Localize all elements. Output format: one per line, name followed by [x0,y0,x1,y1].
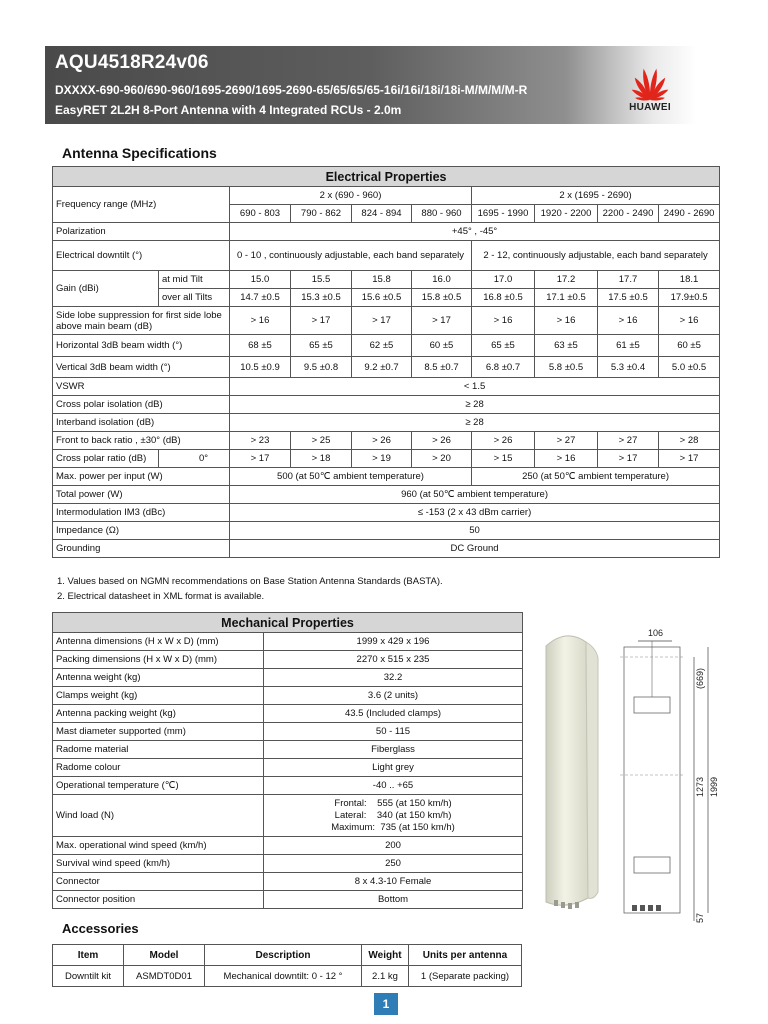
section-title-accessories: Accessories [62,921,139,936]
row-label: Radome colour [53,759,264,777]
value-cell: 14.7 ±0.5 [230,289,291,307]
value-cell: > 23 [230,432,291,450]
value-cell: 15.8 ±0.5 [412,289,472,307]
page-number: 1 [374,993,398,1015]
value-cell: 15.6 ±0.5 [352,289,412,307]
row-label: Survival wind speed (km/h) [53,855,264,873]
dim-mid-label: 1273 [695,776,705,797]
value-cell: > 26 [352,432,412,450]
row-label: VSWR [53,378,230,396]
value-cell: 16.0 [412,271,472,289]
row-label: Electrical downtilt (°) [53,241,230,271]
band-cell: 690 - 803 [230,205,291,223]
row-label: Side lobe suppression for first side lobe above main beam (dB) [53,307,230,335]
row-value: Fiberglass [264,741,523,759]
row-label: Polarization [53,223,230,241]
band-cell: 1695 - 1990 [472,205,535,223]
high-band-group: 2 x (1695 - 2690) [472,187,720,205]
electrical-properties-table [52,166,720,558]
row-label: Cross polar isolation (dB) [53,396,230,414]
table-cell: ASMDT0D01 [124,966,205,987]
row-value: 8 x 4.3-10 Female [264,873,523,891]
value-cell: 5.3 ±0.4 [598,357,659,378]
row-value: Light grey [264,759,523,777]
product-description: EasyRET 2L2H 8-Port Antenna with 4 Integrated RCUs - 2.0m [55,103,402,117]
row-label: Antenna packing weight (kg) [53,705,264,723]
value-cell: > 16 [535,307,598,335]
row-value: 200 [264,837,523,855]
value-cell: 68 ±5 [230,335,291,357]
row-label: Antenna weight (kg) [53,669,264,687]
dim-total-label: 1999 [709,776,719,797]
table-cell: 1 (Separate packing) [409,966,522,987]
row-label: Antenna dimensions (H x W x D) (mm) [53,633,264,651]
table-cell: 2.1 kg [362,966,409,987]
table-title: Electrical Properties [53,167,720,187]
value-cell: > 17 [291,307,352,335]
footnote: 1. Values based on NGMN recommendations on Base Station Antenna Standards (BASTA). [57,576,443,587]
accessories-table [52,944,522,987]
dim-bottom-label: 57 [695,912,705,923]
row-label: Impedance (Ω) [53,522,230,540]
value-cell: > 17 [598,450,659,468]
value-cell: > 20 [412,450,472,468]
column-header: Item [53,945,124,966]
row-value: 250 [264,855,523,873]
table-cell: Downtilt kit [53,966,124,987]
value-cell: 17.1 ±0.5 [535,289,598,307]
huawei-flower-icon [618,64,682,102]
band-cell: 790 - 862 [291,205,352,223]
value-cell: 8.5 ±0.7 [412,357,472,378]
value-cell: 17.9±0.5 [659,289,720,307]
value-cell: 17.5 ±0.5 [598,289,659,307]
row-value: 0 - 10 , continuously adjustable, each band separately [230,241,472,271]
value-cell: 15.0 [230,271,291,289]
row-value: 3.6 (2 units) [264,687,523,705]
row-label: Radome material [53,741,264,759]
table-row [53,966,522,987]
value-cell: 16.8 ±0.5 [472,289,535,307]
value-cell: > 15 [472,450,535,468]
value-cell: > 17 [230,450,291,468]
row-label: Max. operational wind speed (km/h) [53,837,264,855]
band-cell: 824 - 894 [352,205,412,223]
row-value: -40 .. +65 [264,777,523,795]
dim-top-label: (669) [695,667,705,689]
row-label: Mast diameter supported (mm) [53,723,264,741]
row-label: Packing dimensions (H x W x D) (mm) [53,651,264,669]
value-cell: 62 ±5 [352,335,412,357]
row-label: Clamps weight (kg) [53,687,264,705]
value-cell: > 28 [659,432,720,450]
value-cell: > 26 [412,432,472,450]
mechanical-properties-table [52,612,523,909]
table-title: Mechanical Properties [53,613,523,633]
band-cell: 1920 - 2200 [535,205,598,223]
wind-line: Lateral: 340 (at 150 km/h) [334,809,452,821]
row-value: < 1.5 [230,378,720,396]
row-label: Front to back ratio , ±30° (dB) [53,432,230,450]
value-cell: > 17 [352,307,412,335]
row-value: 1999 x 429 x 196 [264,633,523,651]
wind-load-values [264,795,523,837]
value-cell: > 26 [472,432,535,450]
column-header: Weight [362,945,409,966]
value-cell: 15.5 [291,271,352,289]
value-cell: 65 ±5 [472,335,535,357]
value-cell: > 16 [230,307,291,335]
row-label: Wind load (N) [53,795,264,837]
footnotes [57,574,443,604]
value-cell: 61 ±5 [598,335,659,357]
value-cell: 17.2 [535,271,598,289]
row-value: 50 - 115 [264,723,523,741]
value-cell: 5.0 ±0.5 [659,357,720,378]
value-cell: 10.5 ±0.9 [230,357,291,378]
band-cell: 880 - 960 [412,205,472,223]
row-value: Bottom [264,891,523,909]
value-cell: > 17 [412,307,472,335]
value-cell: 9.2 ±0.7 [352,357,412,378]
value-cell: 60 ±5 [659,335,720,357]
row-value: 250 (at 50℃ ambient temperature) [472,468,720,486]
antenna-dimension-drawing [610,625,720,925]
low-band-group: 2 x (690 - 960) [230,187,472,205]
row-label: Connector [53,873,264,891]
value-cell: > 16 [535,450,598,468]
column-header: Model [124,945,205,966]
row-value: 50 [230,522,720,540]
row-value: +45° , -45° [230,223,720,241]
footnote: 2. Electrical datasheet in XML format is available. [57,591,265,602]
value-cell: > 16 [598,307,659,335]
row-value: ≥ 28 [230,414,720,432]
column-header: Units per antenna [409,945,522,966]
value-cell: 63 ±5 [535,335,598,357]
value-cell: > 16 [472,307,535,335]
value-cell: 60 ±5 [412,335,472,357]
value-cell: > 27 [598,432,659,450]
wind-line: Maximum: 735 (at 150 km/h) [331,821,455,833]
antenna-photo [536,628,606,918]
value-cell: > 17 [659,450,720,468]
section-title-antenna-specs: Antenna Specifications [62,145,217,161]
value-cell: 6.8 ±0.7 [472,357,535,378]
row-sublabel: over all Tilts [159,289,230,307]
value-cell: 9.5 ±0.8 [291,357,352,378]
value-cell: 5.8 ±0.5 [535,357,598,378]
freq-label: Frequency range (MHz) [53,187,230,223]
band-cell: 2200 - 2490 [598,205,659,223]
value-cell: 17.0 [472,271,535,289]
row-label: Horizontal 3dB beam width (°) [53,335,230,357]
row-label: Max. power per input (W) [53,468,230,486]
value-cell: 65 ±5 [291,335,352,357]
value-cell: 15.8 [352,271,412,289]
row-label: Grounding [53,540,230,558]
product-code: DXXXX-690-960/690-960/1695-2690/1695-2690-65/65/65/65-16i/16i/18i/18i-M/M/M/M-R [55,83,528,97]
value-cell: > 18 [291,450,352,468]
value-cell: > 27 [535,432,598,450]
value-cell: > 25 [291,432,352,450]
row-value: 960 (at 50℃ ambient temperature) [230,486,720,504]
row-label: Connector position [53,891,264,909]
row-value: 32.2 [264,669,523,687]
row-sublabel: at mid Tilt [159,271,230,289]
row-label: Cross polar ratio (dB) [53,450,159,468]
row-value: 2 - 12, continuously adjustable, each band separately [472,241,720,271]
row-label: Gain (dBi) [53,271,159,307]
brand-name: HUAWEI [629,102,671,113]
huawei-logo [618,64,682,120]
row-label: Vertical 3dB beam width (°) [53,357,230,378]
row-value: ≤ -153 (2 x 43 dBm carrier) [230,504,720,522]
column-header: Description [205,945,362,966]
value-cell: > 16 [659,307,720,335]
wind-line: Frontal: 555 (at 150 km/h) [334,797,452,809]
row-label: Operational temperature (℃) [53,777,264,795]
dim-width-label: 106 [648,628,664,638]
value-cell: 15.3 ±0.5 [291,289,352,307]
value-cell: 17.7 [598,271,659,289]
row-label: Intermodulation IM3 (dBc) [53,504,230,522]
row-value: 43.5 (Included clamps) [264,705,523,723]
value-cell: 18.1 [659,271,720,289]
row-value: DC Ground [230,540,720,558]
row-label: Total power (W) [53,486,230,504]
row-value: 2270 x 515 x 235 [264,651,523,669]
product-title: AQU4518R24v06 [55,52,209,73]
row-sublabel: 0° [159,450,230,468]
row-label: Interband isolation (dB) [53,414,230,432]
row-value: 500 (at 50℃ ambient temperature) [230,468,472,486]
table-cell: Mechanical downtilt: 0 - 12 ° [205,966,362,987]
value-cell: > 19 [352,450,412,468]
band-cell: 2490 - 2690 [659,205,720,223]
row-value: ≥ 28 [230,396,720,414]
